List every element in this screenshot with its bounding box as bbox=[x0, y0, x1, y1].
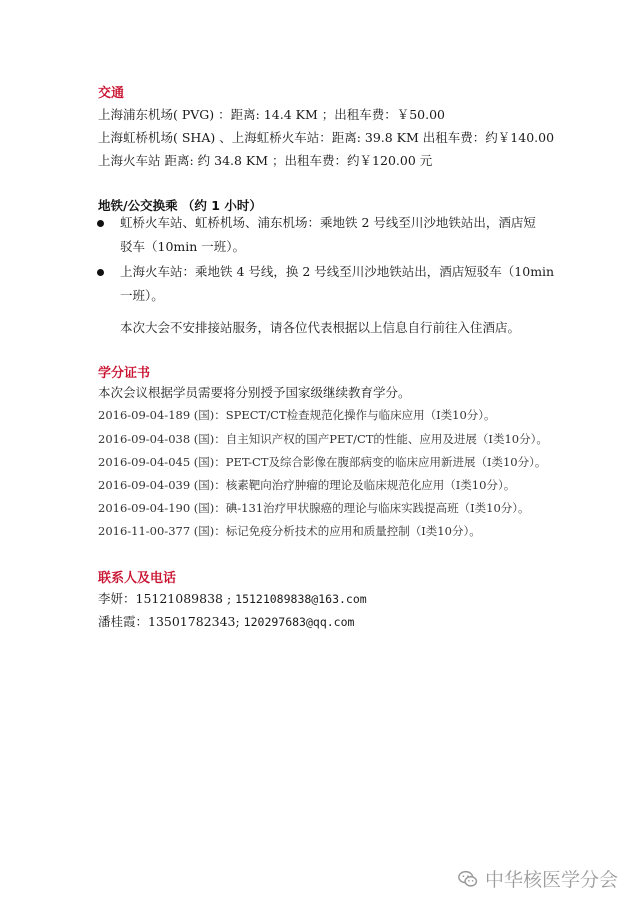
contact-pan-guixia bbox=[98, 612, 354, 630]
transport-line-pvg: 上海浦东机场( PVG) ：距离: 14.4 KM ；出租车费：￥50.00 bbox=[98, 107, 446, 122]
course-item: 2016-09-04-189 (国)：SPECT/CT检查规范化操作与临床应用（Ⅰ类10分）。 bbox=[98, 408, 496, 422]
course-item: 2016-09-04-039 (国)：核素靶向治疗肿瘤的理论及临床规范化应用（Ⅰ类10分）。 bbox=[98, 478, 516, 492]
contact-email: 120297683@qq.com bbox=[243, 615, 355, 629]
course-item: 2016-09-04-190 (国)：碘-131治疗甲状腺癌的理论与临床实践提高班（Ⅰ类10分）。 bbox=[98, 501, 530, 515]
contact-email: 15121089838@163.com bbox=[235, 592, 367, 606]
watermark bbox=[457, 865, 618, 892]
metro-note: 本次大会不安排接站服务，请各位代表根据以上信息自行前往入住酒店。 bbox=[120, 320, 521, 335]
contact-name-phone: 潘桂霞：13501782343; bbox=[98, 614, 244, 629]
metro-item-2-line1: 上海火车站：乘地铁 4 号线，换 2 号线至川沙地铁站出，酒店短驳车（10min bbox=[120, 264, 555, 279]
metro-item-1-line2: 驳车（10min 一班）。 bbox=[120, 239, 246, 254]
course-item: 2016-11-00-377 (国)：标记免疫分析技术的应用和质量控制（Ⅰ类10分）。 bbox=[98, 524, 481, 538]
metro-item-1-line1: 虹桥火车站、虹桥机场、浦东机场：乘地铁 2 号线至川沙地铁站出，酒店短 bbox=[120, 215, 536, 230]
metro-item-2-line2: 一班）。 bbox=[120, 288, 164, 303]
credits-intro: 本次会议根据学员需要将分别授予国家级继续教育学分。 bbox=[98, 385, 411, 400]
metro-heading: 地铁/公交换乘 （约 1 小时） bbox=[98, 198, 262, 213]
transport-line-sha: 上海虹桥机场( SHA) 、上海虹桥火车站：距离: 39.8 KM 出租车费：约￥140.00 bbox=[98, 130, 555, 145]
bullet-icon bbox=[97, 220, 104, 227]
bullet-icon bbox=[97, 269, 104, 276]
transport-line-station: 上海火车站 距离: 约 34.8 KM ；出租车费：约￥120.00 元 bbox=[98, 153, 433, 168]
contact-name-phone: 李妍：15121089838 ; bbox=[98, 591, 236, 606]
transport-heading: 交通 bbox=[98, 86, 125, 101]
course-item: 2016-09-04-038 (国)：自主知识产权的国产PET/CT的性能、应用及进展（Ⅰ类10分）。 bbox=[98, 432, 548, 446]
course-item: 2016-09-04-045 (国)：PET-CT及综合影像在腹部病变的临床应用新进展（Ⅰ类10分）。 bbox=[98, 455, 547, 469]
credits-heading: 学分证书 bbox=[98, 366, 151, 381]
contact-li-yan bbox=[98, 589, 367, 607]
wechat-icon bbox=[457, 868, 479, 890]
watermark-text: 中华核医学分会 bbox=[484, 869, 618, 891]
contacts-heading: 联系人及电话 bbox=[98, 571, 177, 586]
